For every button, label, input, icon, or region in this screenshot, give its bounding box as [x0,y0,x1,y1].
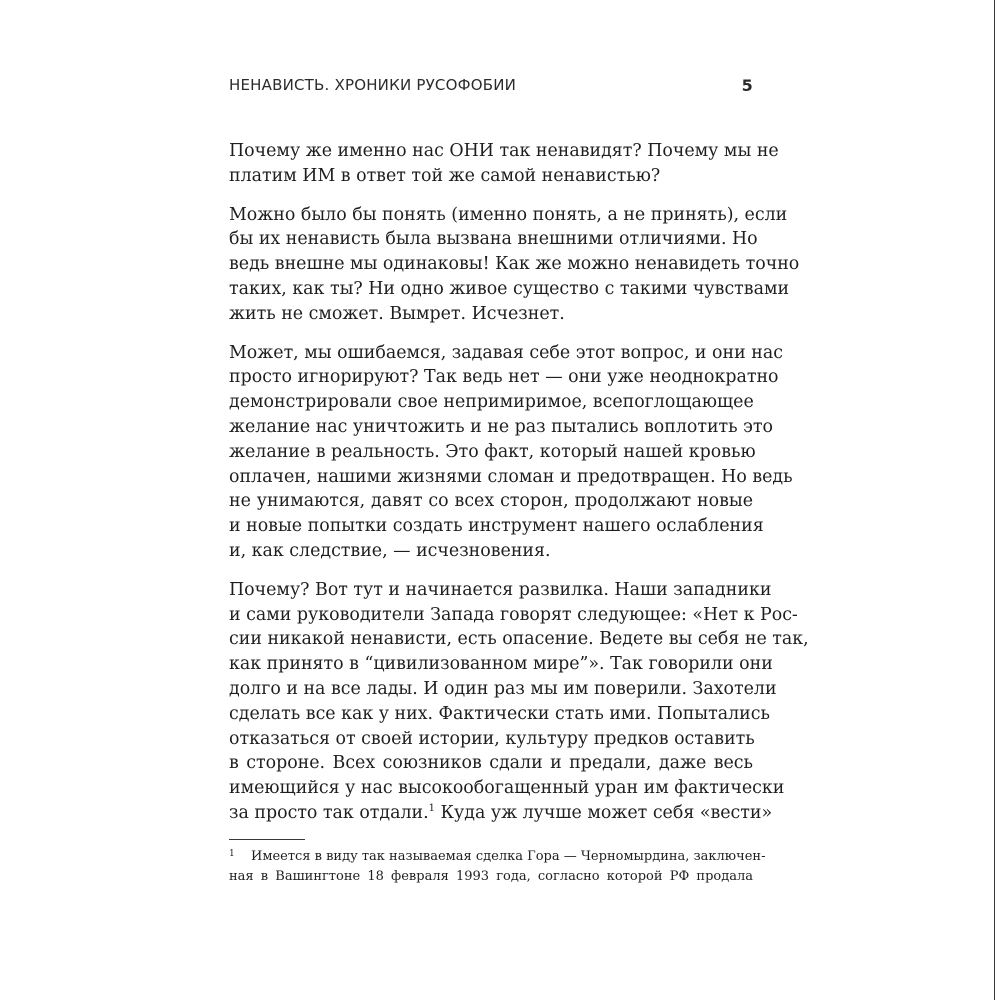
text-line: Почему? Вот тут и начинается развилка. Наши западники [229,579,772,600]
text-line: отказаться от своей истории, культуру предков оставить [229,728,755,749]
text-line: не унимаются, давят со всех сторон, продолжают новые [229,491,753,512]
text-line: и новые попытки создать инструмент нашего ослабления [229,516,764,537]
paragraph-1 [229,139,779,189]
text-line: платим ИМ в ответ той же самой ненавистью? [229,165,661,186]
text-line [229,801,773,826]
text-fragment: Куда уж лучше может себя «вести» [435,802,773,823]
text-line: сделать все как у них. Фактически стать ими. Попытались [229,703,770,724]
footnote-separator [229,839,305,840]
page-number: 5 [741,76,753,95]
text-line: ведь внешне мы одинаковы! Как же можно ненавидеть точно [229,254,800,275]
running-title: НЕНАВИСТЬ. ХРОНИКИ РУСОФОБИИ [229,76,517,94]
text-line: Почему же именно нас ОНИ так ненавидят? Почему мы не [229,141,779,161]
text-line: желание в реальность. Это факт, который нашей кровью [229,441,756,462]
text-line: Можно было бы понять (именно понять, а не принять), если [229,204,788,225]
text-line: имеющийся у нас высокообогащенный уран им фактически [229,778,785,799]
text-line: желание нас уничтожить и не раз пытались воплотить это [229,416,774,437]
text-line: демонстрировали свое непримиримое, всепоглощающее [229,392,754,413]
page-edge-line [994,0,995,1000]
paragraph-2 [229,203,800,327]
main-text [229,139,809,826]
text-line: и сами руководители Запада говорят следующее: «Нет к Рос- [229,604,798,625]
footnote-line: ная в Вашингтоне 18 февраля 1993 года, согласно которой РФ продала [229,868,753,884]
text-line: в стороне. Всех союзников сдали и предали, даже весь [229,753,753,774]
text-line: сии никакой ненависти, есть опасение. Ведете вы себя не так, [229,629,809,650]
text-line: как принято в “цивилизованном мире”». Так говорили они [229,654,773,675]
text-line: и, как следствие, — исчезновения. [229,540,551,561]
text-fragment: за просто так отдали. [229,802,429,823]
text-line: бы их ненависть была вызвана внешними отличиями. Но [229,229,758,250]
text-line: оплачен, нашими жизнями сломан и предотвращен. Но ведь [229,466,793,487]
running-head [229,76,753,100]
text-line: жить не сможет. Вымрет. Исчезнет. [229,303,565,324]
footnote-line: Имеется в виду так называемая сделка Гора — Черномырдина, заключен- [251,849,766,864]
text-line: просто игнорируют? Так ведь нет — они уже неоднократно [229,367,779,388]
footnote-number: 1 [229,849,235,859]
text-line: долго и на все лады. И один раз мы им поверили. Захотели [229,678,777,699]
paragraph-4 [229,578,809,826]
footnote-reference-mark[interactable]: 1 [428,803,436,815]
text-line: Может, мы ошибаемся, задавая себе этот вопрос, и они нас [229,342,783,363]
paragraph-3 [229,341,793,564]
text-line: таких, как ты? Ни одно живое существо с такими чувствами [229,278,790,299]
footnote [229,847,766,886]
